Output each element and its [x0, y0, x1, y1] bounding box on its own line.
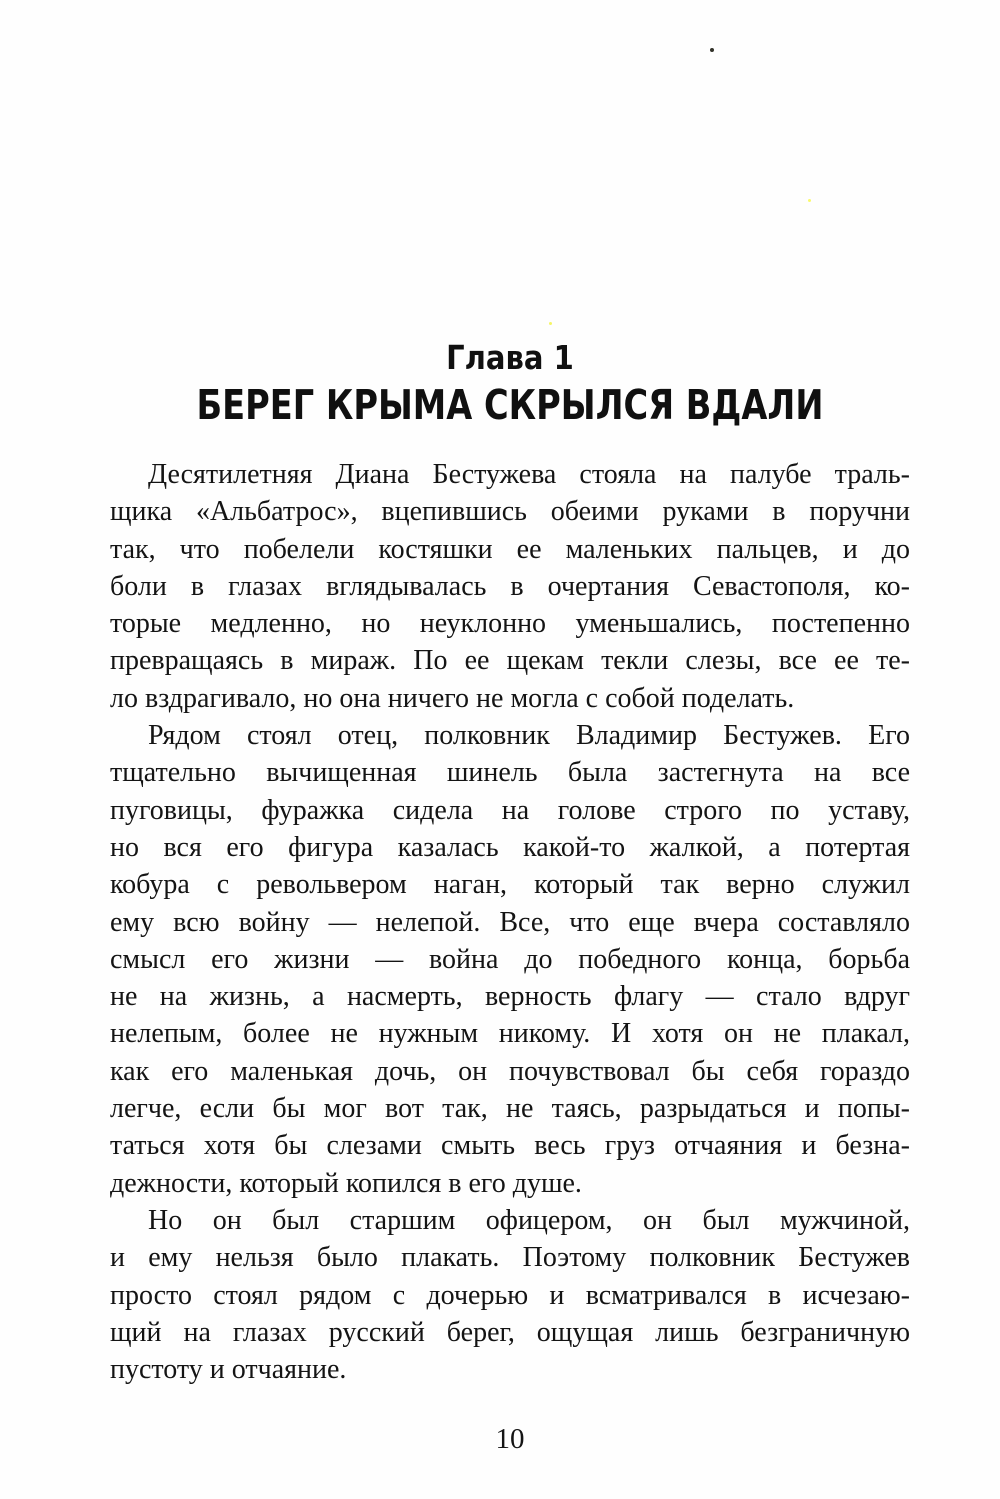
- text-line: легче, если бы мог вот так, не таясь, разрыдаться и попы-: [110, 1093, 910, 1125]
- text-line: щика «Альбатрос», вцепившись обеими руками в поручни: [110, 496, 910, 528]
- text-line: смысл его жизни — война до победного конца, борьба: [110, 943, 910, 975]
- scan-speck-dark: [710, 48, 714, 52]
- body-text: [110, 456, 910, 1388]
- paragraph: [110, 717, 910, 1202]
- text-line: ему всю войну — нелепой. Все, что еще вчера составляло: [110, 906, 910, 938]
- text-line: Но он был старшим офицером, он был мужчиной,: [148, 1204, 910, 1236]
- text-line: торые медленно, но неуклонно уменьшались, постепенно: [110, 608, 910, 640]
- text-line: не на жизнь, а насмерть, верность флагу — стало вдруг: [110, 981, 910, 1013]
- text-line: таться хотя бы слезами смыть весь груз отчаяния и безна-: [110, 1130, 910, 1162]
- text-line: щий на глазах русский берег, ощущая лишь безграничную: [110, 1316, 910, 1348]
- text-line: так, что побелели костяшки ее маленьких пальцев, и до: [110, 533, 910, 565]
- scan-speck-yellow-right: [808, 199, 811, 202]
- chapter-title: БЕРЕГ КРЫМА СКРЫЛСЯ ВДАЛИ: [196, 381, 824, 429]
- paragraph: [110, 456, 910, 717]
- text-line: просто стоял рядом с дочерью и всматривался в исчезаю-: [110, 1279, 910, 1311]
- text-line: нелепым, более не нужным никому. И хотя он не плакал,: [110, 1018, 910, 1050]
- text-line: тщательно вычищенная шинель была застегнута на все: [110, 757, 910, 789]
- text-line: и ему нельзя было плакать. Поэтому полковник Бестужев: [110, 1242, 910, 1274]
- text-line: как его маленькая дочь, он почувствовал бы себя гораздо: [110, 1055, 910, 1087]
- text-line: пустоту и отчаяние.: [110, 1354, 347, 1386]
- chapter-heading: [100, 338, 920, 428]
- text-line: кобура с револьвером наган, который так верно служил: [110, 869, 910, 901]
- paragraph: [110, 1202, 910, 1388]
- text-line: ло вздрагивало, но она ничего не могла с собой поделать.: [110, 682, 795, 714]
- page-number: 10: [495, 1423, 525, 1455]
- text-line: Десятилетняя Диана Бестужева стояла на палубе траль-: [148, 459, 910, 490]
- text-line: пуговицы, фуражка сидела на голове строго по уставу,: [110, 794, 910, 826]
- text-line: дежности, который копился в его душе.: [110, 1167, 582, 1199]
- text-line: Рядом стоял отец, полковник Владимир Бестужев. Его: [148, 720, 910, 752]
- text-line: но вся его фигура казалась какой-то жалкой, а потертая: [110, 831, 910, 863]
- scan-speck-yellow-top: [549, 322, 552, 325]
- text-line: превращаясь в мираж. По ее щекам текли слезы, все ее те-: [110, 645, 910, 677]
- text-line: боли в глазах вглядывалась в очертания Севастополя, ко-: [110, 570, 910, 602]
- chapter-number-label: Глава 1: [446, 338, 574, 377]
